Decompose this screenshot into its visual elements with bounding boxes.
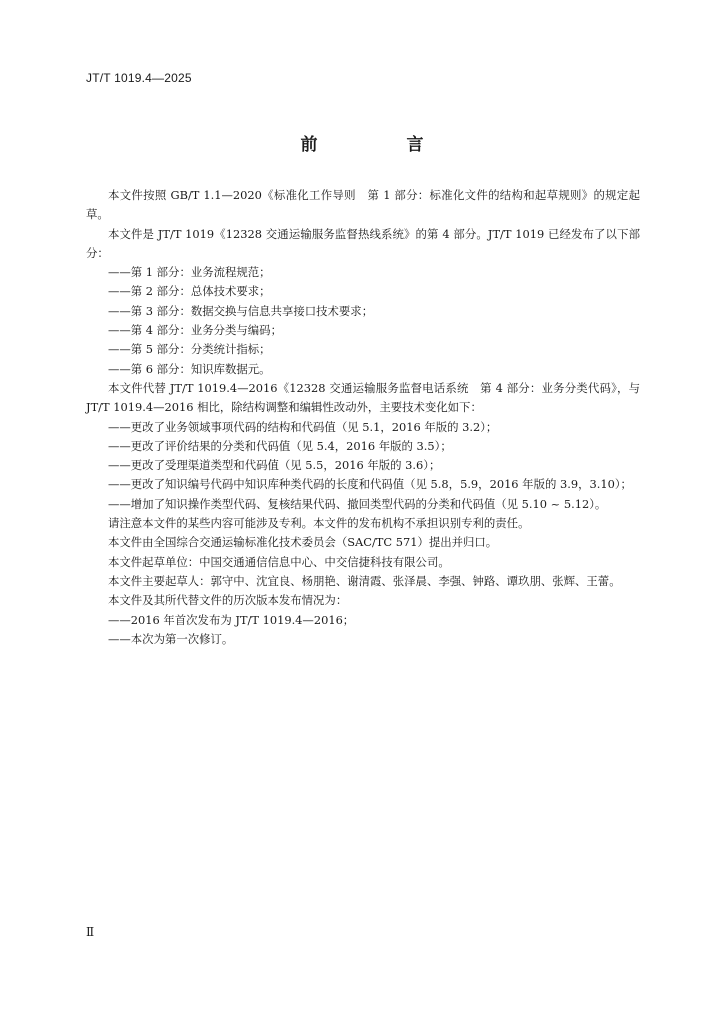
list-item: ——2016 年首次发布为 JT/T 1019.4—2016； <box>108 612 355 627</box>
paragraph-history-intro: 本文件及其所代替文件的历次版本发布情况为： <box>108 593 348 608</box>
changes-list <box>86 418 640 514</box>
standard-code: JT/T 1019.4—2025 <box>86 71 192 85</box>
paragraph-drafting-units: 本文件起草单位：中国交通通信信息中心、中交信捷科技有限公司。 <box>108 554 450 569</box>
paragraph-patent-notice: 请注意本文件的某些内容可能涉及专利。本文件的发布机构不承担识别专利的责任。 <box>108 516 530 531</box>
page-number: Ⅱ <box>86 925 95 939</box>
list-item: ——本次为第一次修订。 <box>108 631 234 646</box>
list-item: ——增加了知识操作类型代码、复核结果代码、撤回类型代码的分类和代码值（见 5.10 ~ 5.12）。 <box>108 496 607 511</box>
list-item: ——更改了受理渠道类型和代码值（见 5.5，2016 年版的 3.6）； <box>108 458 441 473</box>
list-item: ——第 4 部分：业务分类与编码； <box>108 323 282 338</box>
list-item: ——第 1 部分：业务流程规范； <box>108 265 271 280</box>
paragraph-replacement: 本文件代替 JT/T 1019.4—2016《12328 交通运输服务监督电话系统 第 4 部分：业务分类代码》，与 JT/T 1019.4—2016 相比，除结构调整和编辑性改动外，主要技术变化如下： <box>86 380 640 415</box>
list-item: ——第 5 部分：分类统计指标； <box>108 342 271 357</box>
list-item: ——第 6 部分：知识库数据元。 <box>108 361 271 376</box>
paragraph-series-intro: 本文件是 JT/T 1019《12328 交通运输服务监督热线系统》的第 4 部分。JT/T 1019 已经发布了以下部分： <box>86 226 640 260</box>
list-item: ——更改了评价结果的分类和代码值（见 5.4，2016 年版的 3.5）； <box>108 438 452 453</box>
paragraph-drafters: 本文件主要起草人：郭守中、沈宜良、杨朋艳、谢清霞、张泽晨、李强、钟路、谭玖朋、张辉、王蕾。 <box>108 573 621 588</box>
list-item: ——更改了业务领域事项代码的结构和代码值（见 5.1，2016 年版的 3.2）； <box>108 419 498 434</box>
list-item: ——更改了知识编号代码中知识库种类代码的长度和代码值（见 5.8，5.9，2016 年版的 3.9，3.10）； <box>108 477 632 492</box>
history-list <box>86 611 640 650</box>
page-title: 前 言 <box>300 135 460 155</box>
list-item: ——第 3 部分：数据交换与信息共享接口技术要求； <box>108 303 374 318</box>
list-item: ——第 2 部分：总体技术要求； <box>108 284 271 299</box>
paragraph-drafting-rules: 本文件按照 GB/T 1.1—2020《标准化工作导则 第 1 部分：标准化文件的结构和起草规则》的规定起草。 <box>86 188 640 222</box>
paragraph-proposer: 本文件由全国综合交通运输标准化技术委员会（SAC/TC 571）提出并归口。 <box>108 535 498 550</box>
foreword-body <box>86 186 640 649</box>
parts-list <box>86 263 640 379</box>
